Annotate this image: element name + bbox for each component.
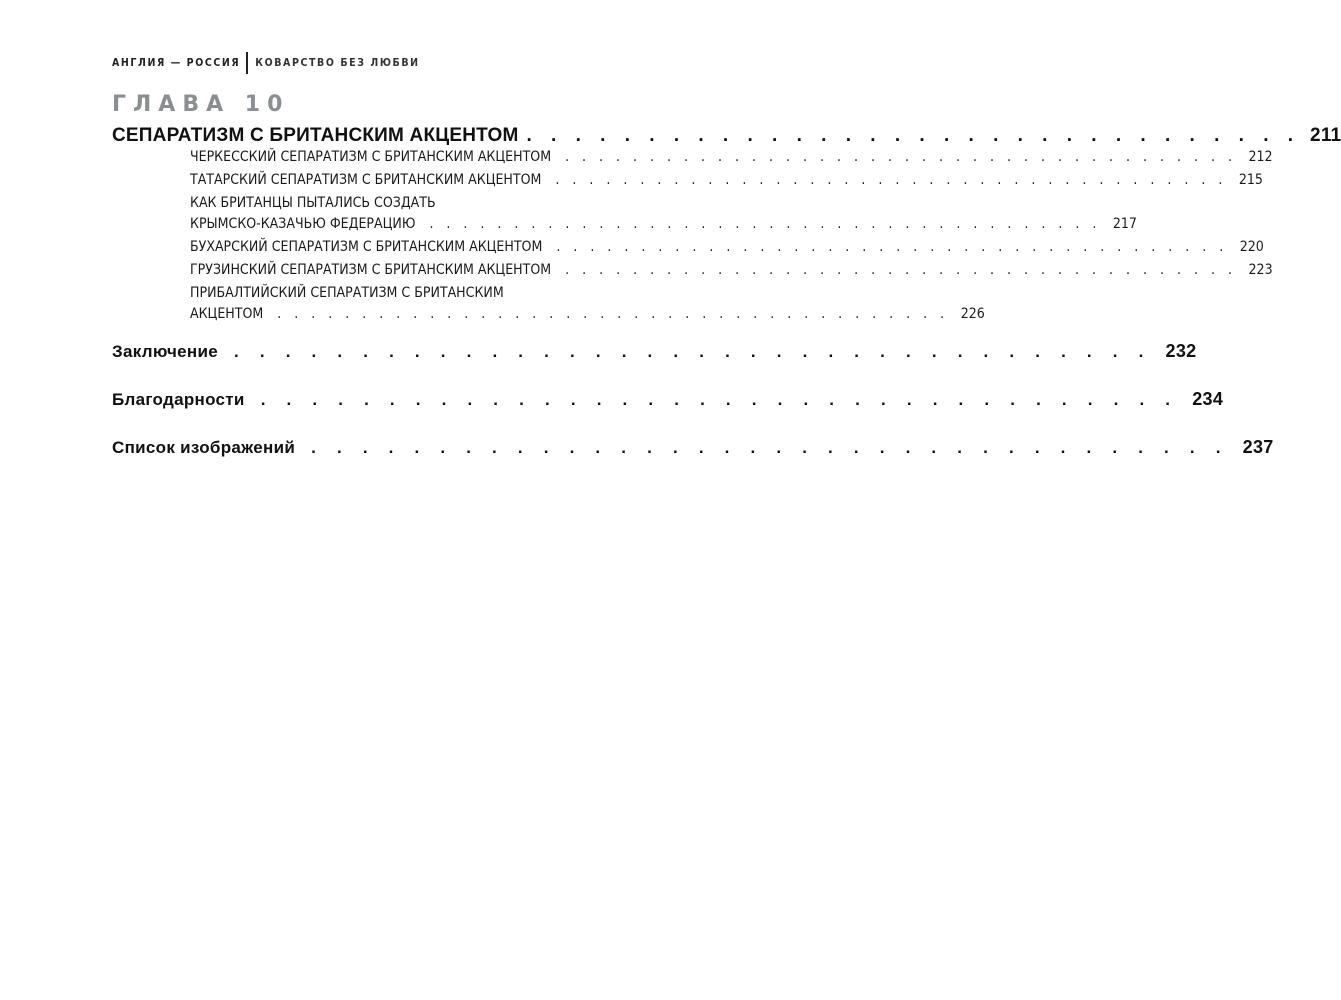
section-page-number: 212 bbox=[1248, 149, 1273, 165]
toc-entry-section[interactable] bbox=[190, 260, 1273, 281]
dot-leader: . . . . . . . . . . . . . . . . . . . . . . . . . . . . . . . . . . . . bbox=[234, 342, 1152, 361]
section-page-number: 217 bbox=[1112, 216, 1137, 232]
back-matter-title: Заключение bbox=[112, 342, 218, 361]
section-title-line2: КРЫМСКО-КАЗАЧЬЮ ФЕДЕРАЦИЮ bbox=[190, 216, 416, 232]
section-title: БУХАРСКИЙ СЕПАРАТИЗМ С БРИТАНСКИМ АКЦЕНТОМ bbox=[190, 239, 543, 255]
running-head bbox=[112, 51, 420, 75]
back-matter-page-number: 232 bbox=[1165, 341, 1197, 361]
toc-entry-acknowledgements[interactable] bbox=[112, 388, 1224, 411]
toc-entry-section[interactable] bbox=[190, 147, 1273, 168]
toc-entry-section[interactable] bbox=[190, 193, 1137, 235]
section-page-number: 215 bbox=[1238, 172, 1263, 188]
toc-entry-section[interactable] bbox=[190, 283, 985, 325]
dot-leader: . . . . . . . . . . . . . . . . . . . . . . . . . . . . . . . . . . . . . . . . bbox=[555, 172, 1227, 188]
section-title: ЧЕРКЕССКИЙ СЕПАРАТИЗМ С БРИТАНСКИМ АКЦЕНТОМ bbox=[190, 149, 552, 165]
dot-leader: . . . . . . . . . . . . . . . . . . . . . . . . . . . . . . . . . . . . . . . . bbox=[277, 306, 949, 322]
dot-leader: . . . . . . . . . . . . . . . . . . . . . . . . . . . . . . . . . . . . bbox=[260, 390, 1179, 409]
toc-entry-chapter-10[interactable] bbox=[112, 124, 1341, 148]
section-page-number: 223 bbox=[1248, 262, 1273, 278]
dot-leader: . . . . . . . . . . . . . . . . . . . . . . . . . . . . . . . . . . . . . . . . bbox=[565, 149, 1237, 165]
section-title-line1: КАК БРИТАНЦЫ ПЫТАЛИСЬ СОЗДАТЬ bbox=[190, 195, 436, 211]
back-matter-page-number: 237 bbox=[1242, 437, 1274, 457]
section-page-number: 226 bbox=[960, 306, 985, 322]
section-title-line2: АКЦЕНТОМ bbox=[190, 306, 264, 322]
chapter-title: СЕПАРАТИЗМ С БРИТАНСКИМ АКЦЕНТОМ bbox=[112, 125, 519, 146]
section-title-line1: ПРИБАЛТИЙСКИЙ СЕПАРАТИЗМ С БРИТАНСКИМ bbox=[190, 285, 504, 301]
running-head-book-series: АНГЛИЯ — РОССИЯ bbox=[112, 57, 241, 69]
dot-leader: . . . . . . . . . . . . . . . . . . . . . . . . . . . . . . . . . . . . . . . . bbox=[429, 216, 1101, 232]
section-title: ГРУЗИНСКИЙ СЕПАРАТИЗМ С БРИТАНСКИМ АКЦЕНТОМ bbox=[190, 262, 552, 278]
toc-entry-section[interactable] bbox=[190, 170, 1263, 191]
chapter-sections bbox=[190, 147, 1273, 325]
toc-entry-list-of-images[interactable] bbox=[112, 436, 1274, 459]
dot-leader: . . . . . . . . . . . . . . . . . . . . . . . . . . . . . . . . . . . . . . . . bbox=[556, 239, 1228, 255]
section-title: ТАТАРСКИЙ СЕПАРАТИЗМ С БРИТАНСКИМ АКЦЕНТОМ bbox=[190, 172, 542, 188]
dot-leader: . . . . . . . . . . . . . . . . . . . . . . . . . . . . . . . . bbox=[526, 125, 1301, 146]
chapter-label: ГЛАВА 10 bbox=[112, 92, 290, 117]
chapter-page-number: 211 bbox=[1310, 125, 1341, 146]
back-matter-title: Список изображений bbox=[112, 438, 296, 457]
dot-leader: . . . . . . . . . . . . . . . . . . . . . . . . . . . . . . . . . . . . bbox=[311, 438, 1229, 457]
back-matter-title: Благодарности bbox=[112, 390, 245, 409]
running-head-divider bbox=[246, 52, 248, 74]
dot-leader: . . . . . . . . . . . . . . . . . . . . . . . . . . . . . . . . . . . . . . . . bbox=[565, 262, 1237, 278]
section-page-number: 220 bbox=[1239, 239, 1264, 255]
back-matter-page-number: 234 bbox=[1192, 389, 1224, 409]
toc-entry-conclusion[interactable] bbox=[112, 340, 1197, 363]
running-head-book-title: КОВАРСТВО БЕЗ ЛЮБВИ bbox=[255, 57, 420, 69]
toc-entry-section[interactable] bbox=[190, 237, 1264, 258]
